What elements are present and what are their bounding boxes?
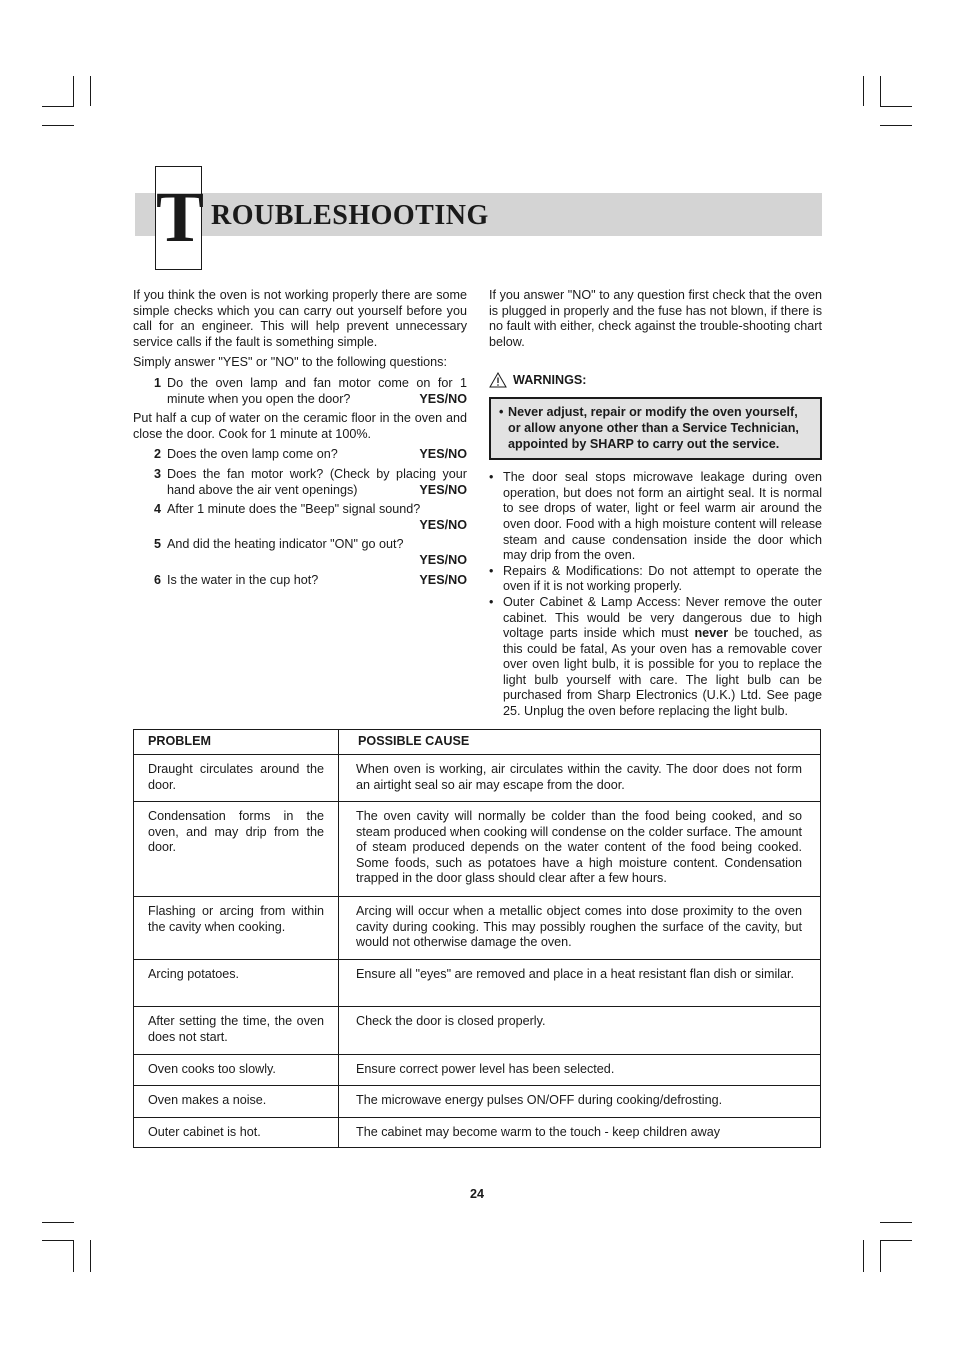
- warnings-heading: [489, 372, 822, 388]
- table-row: [134, 1055, 821, 1086]
- cause-cell: Check the door is closed properly.: [356, 1014, 546, 1028]
- title-initial-letter: T: [156, 177, 205, 257]
- cause-cell: Ensure all "eyes" are removed and place in a heat resistant flan dish or similar.: [356, 967, 795, 981]
- cause-cell: Arcing will occur when a metallic object comes into dose proximity to the oven cavity during cooking. This may possibly roughen the surface of the cavity, but would not otherwise damage the oven.: [356, 904, 802, 950]
- problem-cell: Oven cooks too slowly.: [148, 1062, 276, 1076]
- question-text: And did the heating indicator "ON" go out?: [167, 537, 404, 552]
- bullet-text-emphasis: never: [694, 626, 729, 641]
- question-number: 2: [153, 447, 161, 462]
- test-instruction: Put half a cup of water on the ceramic floor in the oven and close the door. Cook for 1 minute at 100%.: [133, 411, 467, 441]
- question-2: [133, 447, 467, 463]
- bullet-text: The door seal stops microwave leakage during oven operation, but does not form an airtight seal. It is normal to see drops of water, light or feel warm air around the oven door. Food with a high moisture content will release steam and cause condensation inside the door which may drip from the oven.: [503, 470, 822, 563]
- warnings-label: WARNINGS:: [513, 372, 587, 387]
- page-number: 24: [469, 1187, 484, 1201]
- cause-cell: The cabinet may become warm to the touch - keep children away: [356, 1125, 721, 1139]
- table-row: [134, 802, 821, 897]
- warnings-bullet-list: [489, 470, 822, 720]
- question-4: [133, 502, 467, 533]
- problem-cell: Flashing or arcing from within the cavity when cooking.: [148, 904, 324, 934]
- bullet-text: Repairs & Modifications: Do not attempt to operate the oven if it is not working properly.: [503, 563, 822, 594]
- list-item: [489, 564, 822, 595]
- problem-cell: Oven makes a noise.: [148, 1093, 267, 1107]
- warning-box: [489, 397, 822, 460]
- cause-cell: Ensure correct power level has been selected.: [356, 1062, 615, 1076]
- bullet-dot-icon: •: [489, 594, 494, 609]
- bullet-dot-icon: •: [489, 563, 494, 578]
- bullet-text-part: be touched, as this could be fatal, As your oven has a removable cover over oven light bulb, it is possible for you to replace the light bulb yourself with care. The light bulb can be purchased from Sharp Electronics (U.K.) Ltd. See page 25. Unplug the oven before replacing the light bulb.: [503, 626, 823, 719]
- header-cause-label: POSSIBLE CAUSE: [358, 734, 470, 749]
- bullet-dot-icon: •: [499, 405, 504, 420]
- right-column: [489, 288, 822, 720]
- yes-no-label: YES/NO: [419, 517, 467, 532]
- table-row: [134, 1086, 821, 1118]
- list-item: [489, 595, 822, 720]
- question-1: [133, 376, 467, 407]
- question-text: Do the oven lamp and fan motor come on for 1 minute when you open the door?: [167, 375, 467, 406]
- problem-cell: Condensation forms in the oven, and may drip from the door.: [148, 809, 324, 855]
- table-row: [134, 960, 821, 1007]
- question-number: 5: [153, 537, 161, 552]
- cause-cell: When oven is working, air circulates within the cavity. The door does not form an airtight seal so air may escape from the door.: [356, 762, 802, 792]
- bullet-text: [503, 595, 822, 720]
- bullet-dot-icon: •: [489, 470, 494, 485]
- cause-cell: The microwave energy pulses ON/OFF during cooking/defrosting.: [356, 1093, 723, 1107]
- question-3: [133, 467, 467, 498]
- table-row: [134, 755, 821, 802]
- table-row: [134, 1118, 821, 1148]
- table-row: [134, 1007, 821, 1055]
- problem-cell: After setting the time, the oven does not start.: [148, 1014, 324, 1044]
- question-number: 3: [153, 466, 161, 481]
- cause-cell: The oven cavity will normally be colder than the food being cooked, and so steam produced when cooking will condense on the colder surface. The amount of steam produced depends on the water content of the food being cooked. Some foods, such as potatoes have a high moisture content. Condensation trapped in the door glass should clear after a few hours.: [356, 809, 802, 886]
- yes-no-label: YES/NO: [419, 447, 467, 462]
- question-text: Does the fan motor work? (Check by placing your hand above the air vent openings): [167, 466, 467, 497]
- question-text: After 1 minute does the "Beep" signal sound?: [167, 502, 421, 517]
- warning-triangle-icon: [489, 372, 507, 388]
- right-intro-paragraph: If you answer "NO" to any question first check that the oven is plugged in properly and the fuse has not blown, if there is no fault with either, check against the trouble-shooting chart below.: [489, 288, 822, 349]
- question-text: Does the oven lamp come on?: [167, 447, 338, 462]
- question-number: 1: [153, 375, 161, 390]
- yes-no-label: YES/NO: [419, 552, 467, 567]
- page-title: ROUBLESHOOTING: [211, 200, 489, 231]
- warning-box-text: Never adjust, repair or modify the oven yourself, or allow anyone other than a Service Technician, appointed by SHARP to carry out the service.: [508, 405, 799, 451]
- header-problem-label: PROBLEM: [148, 734, 211, 749]
- yes-no-label: YES/NO: [419, 391, 467, 406]
- problem-cell: Arcing potatoes.: [148, 967, 240, 981]
- problem-cell: Outer cabinet is hot.: [148, 1125, 261, 1139]
- table-header-row: [134, 730, 821, 755]
- table-row: [134, 897, 821, 960]
- question-number: 6: [153, 572, 161, 587]
- question-6: [133, 573, 467, 589]
- yes-no-label: YES/NO: [419, 572, 467, 587]
- yes-no-label: YES/NO: [419, 482, 467, 497]
- title-initial-box: [155, 166, 205, 270]
- troubleshooting-table: [133, 729, 821, 1148]
- question-number: 4: [153, 502, 161, 517]
- left-column: [133, 288, 467, 592]
- question-text: Is the water in the cup hot?: [167, 572, 319, 587]
- list-item: [489, 470, 822, 564]
- bullet-text-part: Outer Cabinet & Lamp Access: Never remove the outer cabinet. This would be very dangerous due to high voltage parts inside which must: [503, 594, 822, 641]
- header-problem: [134, 730, 339, 755]
- question-5: [133, 537, 467, 568]
- problem-cell: Draught circulates around the door.: [148, 762, 324, 792]
- instruction-paragraph: Simply answer "YES" or "NO" to the following questions:: [133, 355, 447, 370]
- header-cause: [339, 730, 821, 755]
- intro-paragraph: If you think the oven is not working properly there are some simple checks which you can carry out yourself before you call for an engineer. This will help prevent unnecessary service calls if the fault is something simple.: [133, 288, 467, 349]
